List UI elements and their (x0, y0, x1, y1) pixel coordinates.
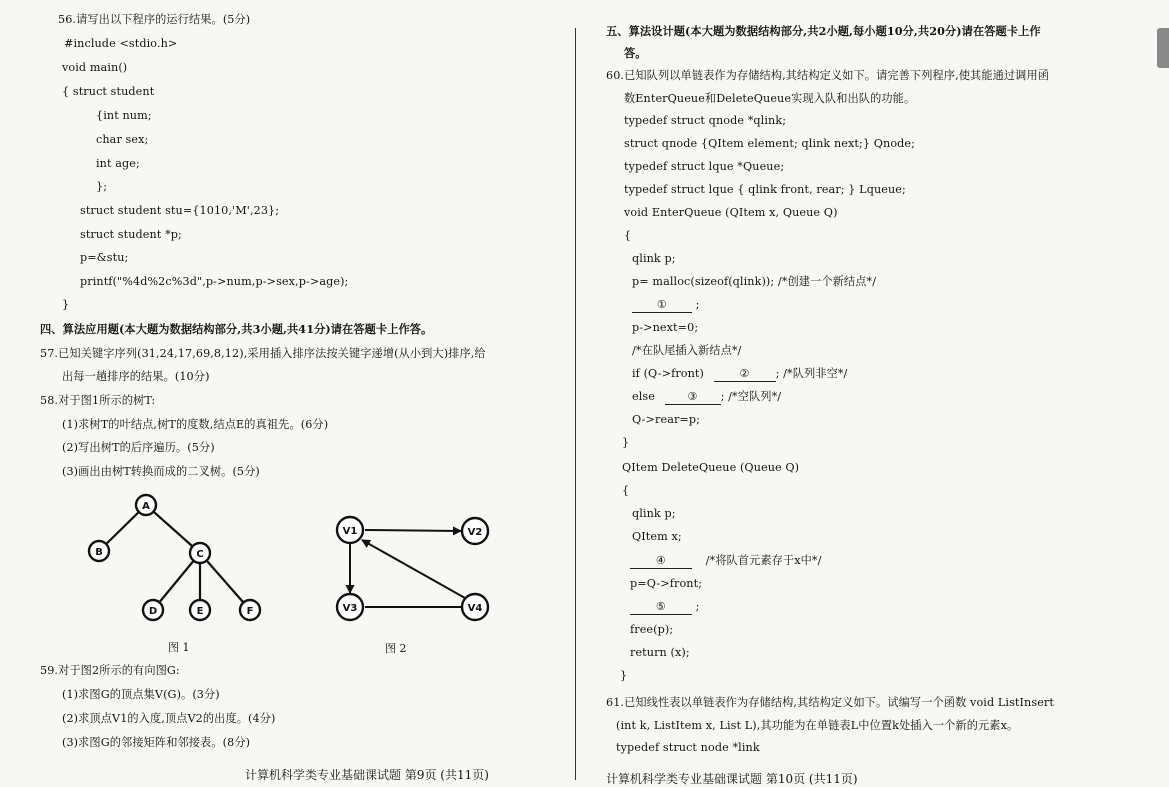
node-label: E (196, 606, 204, 617)
q59-title: 59.对于图2所示的有向图G: (40, 664, 180, 677)
code-line: p=&stu; (80, 251, 129, 264)
code-line: } (620, 669, 628, 682)
code-line: #include <stdio.h> (64, 37, 178, 50)
code-line: } (62, 298, 70, 311)
code-line: qlink p; (632, 507, 676, 520)
if-text: if (Q->front) (632, 367, 704, 380)
code-line: typedef struct qnode *qlink; (624, 114, 787, 127)
figure-1-caption: 图 1 (168, 641, 190, 654)
vertex-label: V4 (467, 603, 483, 614)
code-line: struct qnode {QItem element; qlink next;} Qnode; (624, 137, 916, 150)
answer-blank-1[interactable]: ① (632, 298, 692, 313)
node-label: A (142, 501, 150, 512)
q58-item: (1)求树T的叶结点,树T的度数,结点E的真祖先。(6分) (62, 418, 329, 431)
code-line: {int num; (96, 109, 152, 122)
code-line: struct student *p; (80, 228, 182, 241)
figure-2-caption: 图 2 (385, 642, 407, 655)
node-label: F (246, 606, 254, 617)
code-line: int age; (96, 157, 140, 170)
q56-title: 56.请写出以下程序的运行结果。(5分) (58, 13, 251, 26)
code-line: } (622, 436, 630, 449)
code-line: { struct student (62, 85, 155, 98)
q59-item: (2)求顶点V1的入度,顶点V2的出度。(4分) (62, 712, 276, 725)
q61-line: 61.已知线性表以单链表作为存储结构,其结构定义如下。试编写一个函数 void ListInsert (606, 696, 1054, 709)
answer-blank-5[interactable]: ⑤ (630, 600, 692, 615)
q58-item: (2)写出树T的后序遍历。(5分) (62, 441, 215, 454)
code-line: typedef struct lque *Queue; (624, 160, 785, 173)
code-line: typedef struct lque { qlink front, rear; } Lqueue; (624, 183, 906, 196)
code-line: { (622, 484, 630, 497)
q59-item: (1)求图G的顶点集V(G)。(3分) (62, 688, 220, 701)
q57-line: 出每一趟排序的结果。(10分) (62, 370, 210, 383)
code-line: void EnterQueue (QItem x, Queue Q) (624, 206, 838, 219)
if-comment: ; /*队列非空*/ (775, 367, 848, 380)
vertex-label: V1 (342, 526, 358, 537)
q57-line: 57.已知关键字序列(31,24,17,69,8,12),采用插入排序法按关键字递增(从小到大)排序,给 (40, 347, 486, 360)
vertex-label: V2 (467, 527, 483, 538)
answer-blank-3[interactable]: ③ (665, 390, 721, 405)
answer-blank-4[interactable]: ④ (630, 554, 692, 569)
node-label: D (148, 606, 158, 617)
q59-item: (3)求图G的邻接矩阵和邻接表。(8分) (62, 736, 251, 749)
code-comment: /*在队尾插入新结点*/ (632, 344, 742, 357)
page-divider (575, 28, 576, 780)
code-line: Q->rear=p; (632, 413, 701, 426)
q60-title: 数EnterQueue和DeleteQueue实现入队和出队的功能。 (624, 92, 916, 105)
code-line: char sex; (96, 133, 149, 146)
code-line: struct student stu={1010,'M',23}; (80, 204, 280, 217)
code-line: p=Q->front; (630, 577, 703, 590)
code-line: p= malloc(sizeof(qlink)); /*创建一个新结点*/ (632, 275, 877, 288)
node-label: B (95, 547, 103, 558)
node-label: C (196, 549, 204, 560)
if-line (632, 367, 847, 382)
right-footer: 计算机科学类专业基础课试题 第10页 (共11页) (606, 772, 858, 786)
vertex-label: V3 (342, 603, 358, 614)
q58-title: 58.对于图1所示的树T: (40, 394, 156, 407)
section4-heading: 四、算法应用题(本大题为数据结构部分,共3小题,共41分)请在答题卡上作答。 (40, 322, 433, 336)
code-line: qlink p; (632, 252, 676, 265)
blank-line-1: ① ; (632, 298, 700, 313)
blank-line-5: ⑤ ; (630, 600, 700, 615)
code-line: void main() (62, 61, 128, 74)
code-line: }; (96, 180, 108, 193)
section5-heading: 答。 (624, 46, 647, 60)
scan-edge-mark (1157, 28, 1169, 68)
section5-heading: 五、算法设计题(本大题为数据结构部分,共2小题,每小题10分,共20分)请在答题卡上作 (606, 24, 1041, 38)
code-line: { (624, 229, 632, 242)
code-line: p->next=0; (632, 321, 699, 334)
comment-4: /*将队首元素存于x中*/ (705, 554, 822, 567)
code-line: QItem x; (632, 530, 682, 543)
code-line: return (x); (630, 646, 690, 659)
q61-line: (int k, ListItem x, List L),其功能为在单链表L中位置k处插入一个新的元素x。 (616, 719, 1019, 732)
q58-item: (3)画出由树T转换而成的二叉树。(5分) (62, 465, 260, 478)
q60-title: 60.已知队列以单链表作为存储结构,其结构定义如下。请完善下列程序,使其能通过调用函 (606, 69, 1050, 82)
figure-1-tree (80, 488, 270, 628)
code-line: typedef struct node *link (616, 741, 760, 754)
answer-blank-2[interactable]: ② (714, 367, 776, 382)
code-line: printf("%4d%2c%3d",p->num,p->sex,p->age); (80, 275, 349, 288)
left-footer: 计算机科学类专业基础课试题 第9页 (共11页) (245, 768, 489, 782)
code-line: free(p); (630, 623, 674, 636)
else-comment: ; /*空队列*/ (720, 390, 782, 403)
else-text: else (632, 390, 655, 403)
figure-2-digraph (325, 508, 500, 626)
else-line (632, 390, 781, 405)
code-line: QItem DeleteQueue (Queue Q) (622, 461, 800, 474)
blank-line-4 (630, 554, 822, 569)
